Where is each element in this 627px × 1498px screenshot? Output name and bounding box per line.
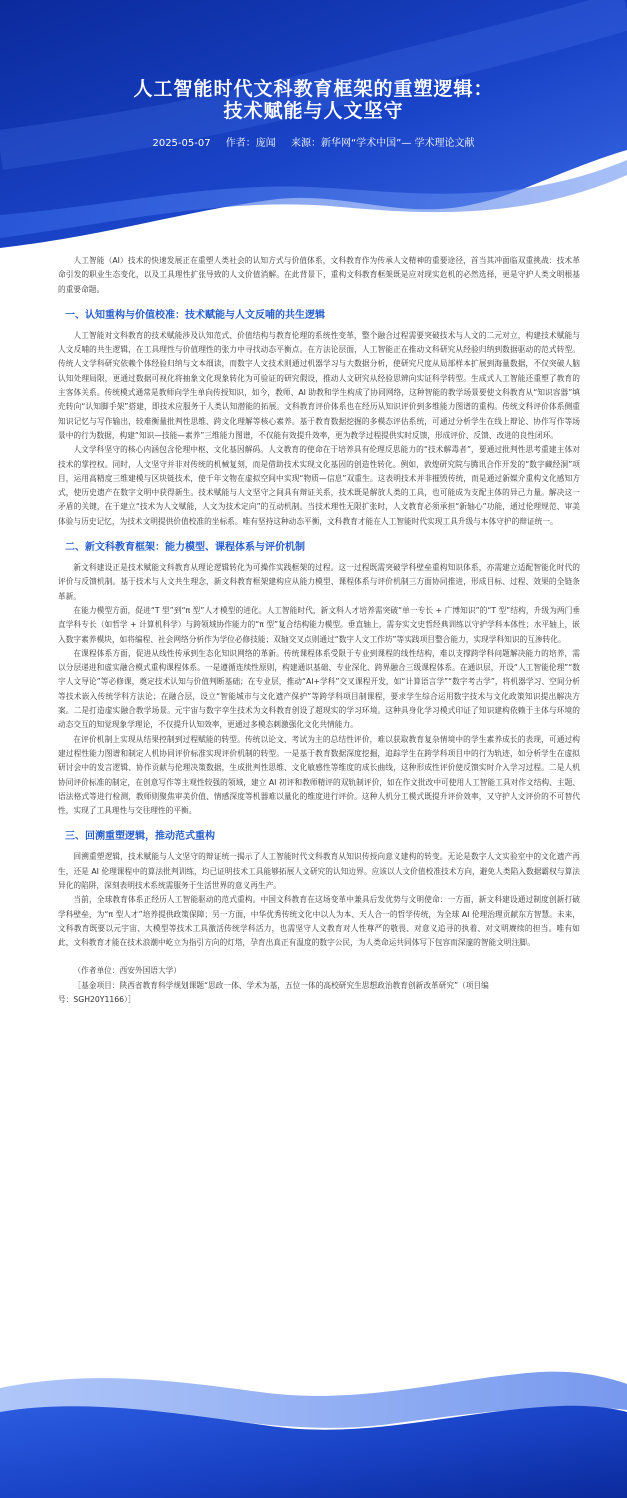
section-2-paragraph-3: 在课程体系方面，促进从线性传承到生态化知识网络的革新。传统课程体系受限于专业到课程的线性结构，难以支撑跨学科问题解决能力的培养，需以分层递进和虚实融合模式重构课程体系。一是遵循连续性原则，构建通识基础、专业深化、跨界融合三级课程体系。在通识层，开设“人工智能伦理”“数字人文导论”等必修课，奠定技术认知与价值判断基础；在专业层，推动“AI+学科”交叉课程开发，如“计算语言学”“数字考古学”，将机器学习、空间分析等技术嵌入传统学科方法论；在融合层，设立“智能城市与文化遗产保护”等跨学科项目制课程，要求学生综合运用数字技术与文化政策知识提出解决方案。二是打造虚实融合教学场景。元宇宙与数字孪生技术为文科教育创设了超现实的学习环境。这种具身化学习模式印证了知识建构依赖于主体与环境的动态交互的知觉现象学理论，不仅提升认知效率，更通过多模态刺激强化文化共情能力。 [58,648,580,730]
section-2-paragraph-4: 在评价机制上实现从结果控制到过程赋能的转型。传统以论文、考试为主的总结性评价，难以获取教育复杂情境中的学生素养成长的表现，可通过构建过程性能力图谱和制定人机协同评价标准实现评价机制的转型。一是基于教育数据深度挖掘，追踪学生在跨学科项目中的行为轨迹，如分析学生在虚拟研讨会中的发言逻辑、协作贡献与伦理决策数据，生成批判性思维、文化敏感性等维度的成长曲线，这种形成性评价使反馈实时介入学习过程。二是人机协同评价标准的制定，在创意写作等主观性较强的领域，建立 AI 初评和教师精评的双轨制评价，如在作文批改中可使用人工智能工具对作文结构、主题、语法格式等进行检测，教师则聚焦审美价值、情感深度等机器难以量化的维度进行评价。这种人机分工模式既提升评价效率，又守护人文评价的不可替代性，实现了工具理性与交往理性的平衡。 [58,734,580,816]
title-line-2: 技术赋能与人文坚守 [223,100,404,122]
publish-date: 2025-05-07 [152,138,211,149]
footer-wave [0,1350,627,1498]
section-heading-2: 二、新文科教育框架：能力模型、课程体系与评价机制 [65,542,305,554]
fund-project-line-2: 号：SGH20Y1166）］ [58,995,136,1005]
section-heading-1: 一、认知重构与价值校准：技术赋能与人文反哺的共生逻辑 [65,309,325,321]
source-label: 来源：新华网“学术中国”— 学术理论文献 [290,138,475,149]
article-notes [58,964,580,1007]
article-meta [0,138,627,150]
section-1-paragraph-1: 人工智能对文科教育的技术赋能涉及认知范式、价值结构与教育伦理的系统性变革，整个融合过程需要突破技术与人文的二元对立，构建技术赋能与人文反哺的共生逻辑，在工具理性与价值理性的张力中寻找动态平衡点。在方法论层面，人工智能正在推动文科研究从经验归纳到数据驱动的范式转型。传统人文学科研究依赖个体经验归纳与文本细读，而数字人文技术则通过机器学习与大数据分析，使研究尺度从局部样本扩展到海量数据，不仅突破人脑认知处理局限，更通过数据可视化将抽象文化现象转化为可验证的研究假设，推动人文研究从经验思辨向实证科学转型。生成式人工智能还重塑了教育的主客体关系。传统模式通常是教师向学生单向传授知识，如今，教师、AI 助教和学生构成了协同网络，这种智能的教学场景要使文科教育从“知识容器”填充转向“认知脚手架”搭建，即技术应服务于人类认知潜能的拓展。文科教育评价体系也在经历从知识评价到多维能力图谱的重构。传统文科评价体系侧重知识记忆与写作输出，较难衡量批判性思维、跨文化理解等核心素养。基于教育数据挖掘的多模态评估系统，可通过分析学生在线上辩论、协作写作等场景中的行为数据，构建“知识—技能—素养”三维能力图谱，不仅能有效提升效率，更为教学过程提供实时反馈，形成评价、反馈、改进的良性闭环。 [58,330,580,440]
author-label: 作者：庞闻 [225,138,276,149]
section-2-paragraph-2: 在能力模型方面，促进“T 型”到“π 型”人才模型的进化。人工智能时代，新文科人才培养需突破“单一专长 + 广博知识”的“T 型”结构，升级为两门垂直学科专长（如哲学 + 计算机科学）与跨领域协作能力的“π 型”复合结构能力模型。垂直轴上，需夯实文史哲经典训练以守护学科本体性；水平轴上，嵌入数字素养模块，如将编程、社会网络分析作为学位必修技能；双轴交叉点则通过“数字人文工作坊”等实践项目整合能力，实现学科知识的互渗转化。 [58,605,580,644]
title-line-1: 人工智能时代文科教育框架的重塑逻辑： [133,78,494,100]
footer-wave-background [0,1350,627,1498]
fund-project-line-1: ［基金项目：陕西省教育科学规划课题“思政一体、学术为基，五位一体的高校研究生思想政治教育创新改革研究”（项目编 [73,980,489,990]
section-3-paragraph-1: 回溯重塑逻辑，技术赋能与人文坚守的辩证统一揭示了人工智能时代文科教育从知识传授向意义建构的转变。无论是数字人文实验室中的文化遗产再生，还是 AI 伦理课程中的算法批判训练，均已证明技术工具能够拓展人文研究的认知边界。应该以人文价值校准技术方向，避免人类陷入数据霸权与算法异化的陷阱，深刻表明技术系统需服务于生活世界的意义再生产。 [58,852,580,890]
section-1-paragraph-2: 人文学科坚守的核心内涵包含伦理中枢、文化基因解码。人文教育的使命在于培养具有伦理反思能力的“技术解毒者”，要通过批判性思考重建主体对技术的掌控权。同时，人文坚守并非对传统的机械复刻，而是借助技术实现文化基因的创造性转化。例如，敦煌研究院与腾讯合作开发的“数字藏经洞”项目，运用高精度三维建模与区块链技术，使千年文物在虚拟空间中实现“物质—信息”双重生。这表明技术并非摧毁传统，而是通过新媒介重构文化感知方式，使历史遗产在数字文明中获得新生。技术赋能与人文坚守之间具有辩证关系，技术既是解放人类的工具，也可能成为支配主体的异己力量。解决这一矛盾的关键，在于建立“技术为人文赋能，人文为技术定向”的互动机制。当技术理性无限扩张时，人文教育必须承担“新轴心”功能，通过伦理规范、审美体验与历史记忆，为技术文明提供价值校准的坐标系。唯有坚持这种动态平衡，文科教育才能在人工智能时代实现工具升级与本体守护的辩证统一。 [58,445,580,526]
article-body [58,254,580,1007]
hero-banner [0,0,627,250]
author-affiliation: （作者单位：西安外国语大学） [73,966,182,976]
hero-wave-background [0,0,627,250]
section-2-paragraph-1: 新文科建设正是技术赋能文科教育从理论逻辑转化为可操作实践框架的过程。这一过程既需突破学科壁垒重构知识体系，亦需建立适配智能化时代的评价与反馈机制。基于技术与人文共生理念，新文科教育框架建构应从能力模型、课程体系与评价机制三方面协同推进，形成目标、过程、效果的全链条革新。 [58,563,580,601]
section-heading-3: 三、回溯重塑逻辑，推动范式重构 [65,831,215,843]
page-title [0,78,627,122]
section-3-paragraph-2: 当前，全球教育体系正经历人工智能驱动的范式重构。中国文科教育在这场变革中兼具后发优势与文明使命：一方面，新文科建设通过制度创新打破学科壁垒，为“π 型人才”培养提供政策保障；另一方面，中华优秀传统文化中以人为本、天人合一的哲学传统，为全球 AI 伦理治理贡献东方智慧。未来，文科教育既要以元宇宙、大模型等技术工具激活传统学科活力，也需坚守人文教育对人性尊严的敬畏、对意义追寻的执着、对文明赓续的担当。唯有如此，文科教育才能在技术浪潮中屹立为指引方向的灯塔，孕育出真正有温度的数字公民，为人类命运共同体写下包容而深邃的智能文明注脚。 [58,895,580,948]
intro-paragraph: 人工智能（AI）技术的快速发展正在重塑人类社会的认知方式与价值体系，文科教育作为传承人文精神的重要途径，首当其冲面临双重挑战：技术革命引发的职业生态变化，以及工具理性扩张导致的人文价值消解。在此背景下，重构文科教育框架既是应对现实危机的必然选择，更是守护人类文明根基的重要命题。 [58,256,580,294]
